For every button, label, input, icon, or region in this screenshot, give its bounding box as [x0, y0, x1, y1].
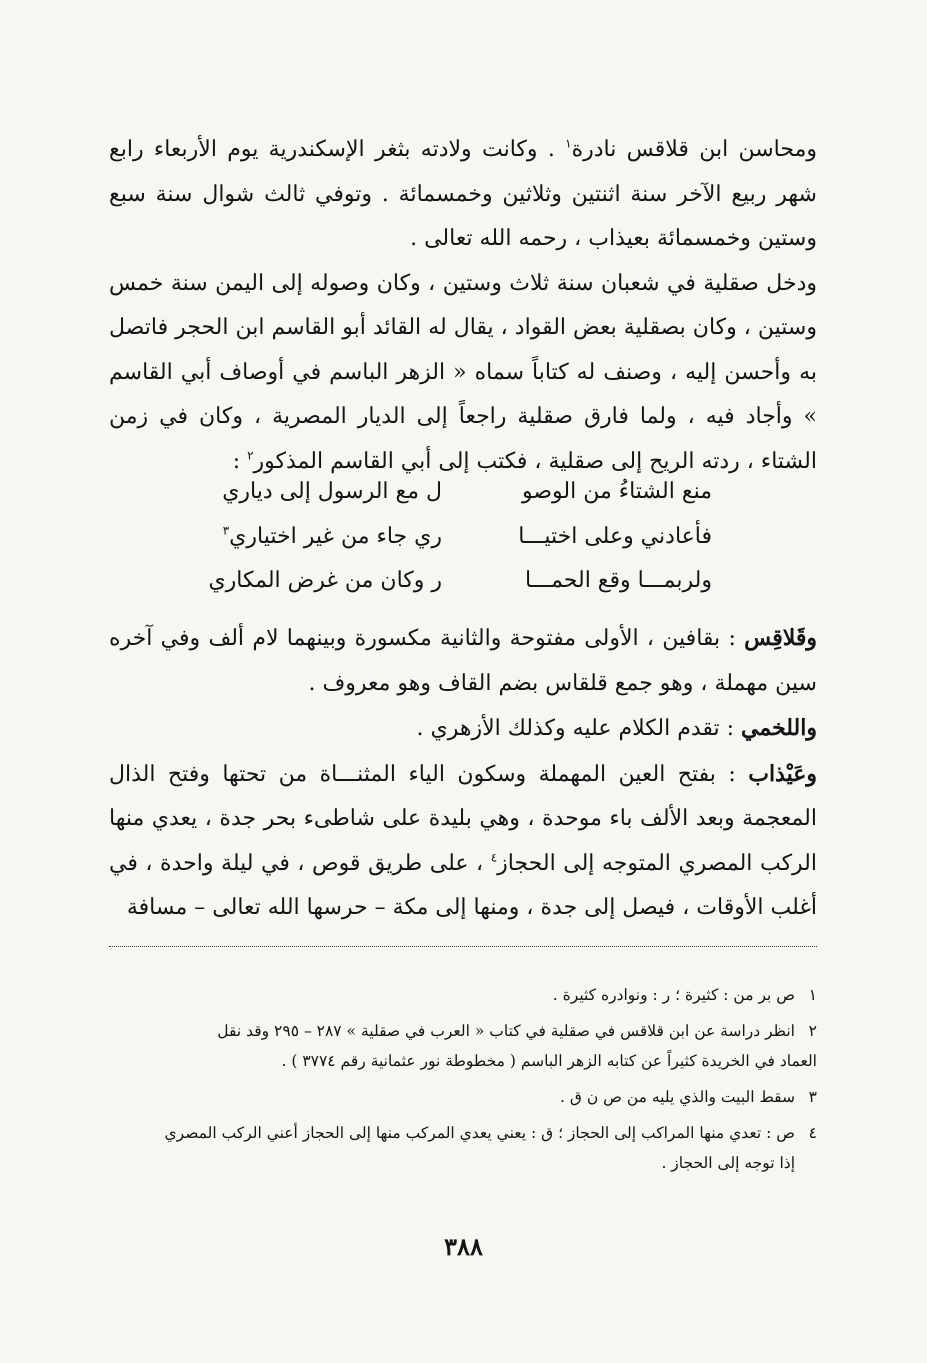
- footnote-ref-4: ٤: [490, 850, 498, 865]
- footnote-number: ٢: [808, 1022, 817, 1040]
- footnote-divider: [109, 946, 817, 947]
- paragraph2-end: :: [232, 448, 248, 474]
- footnote-text: انظر دراسة عن ابن قلاقس في صقلية في كتاب « العرب في صقلية » ٢٨٧ – ٢٩٥ وقد نقل: [217, 1022, 795, 1040]
- term-lakhmi: واللخمي: [741, 715, 817, 741]
- paragraph-sicily: [109, 262, 817, 485]
- footnote-ref-2: ٢: [247, 448, 254, 463]
- paragraph-birth-death: [109, 128, 817, 262]
- footnote-2: [109, 1016, 817, 1076]
- footnote-number: ١: [808, 986, 817, 1004]
- paragraph5-text: : بفتح العين المهملة وسكون الياء المثنـــاة من تحتها وفتح الذال المعجمة وبعد الألف باء موحدة ، وهي بليدة على شاطىء بحر جدة ، يعدي منها الركب المصري المتوجه إلى الحجاز: [109, 761, 817, 876]
- page-number: ٣٨٨: [444, 1232, 483, 1261]
- poem-verse: [212, 470, 712, 515]
- footnote-4: [109, 1118, 817, 1178]
- paragraph3-text: : بقافين ، الأولى مفتوحة والثانية مكسورة وبينهما لام ألف وفي آخره سين مهملة ، وهو جمع قلقاس بضم القاف وهو معروف .: [109, 626, 817, 696]
- footnotes: [109, 980, 817, 1184]
- verse-second-hemistich: ر وكان من غرض المكاري: [208, 568, 442, 593]
- footnote-text: ص : تعدي منها المراكب إلى الحجاز ؛ ق : يعني يعدي المركب منها إلى الحجاز أعني الركب المصري: [164, 1124, 795, 1142]
- paragraph-aydhab: [109, 752, 817, 931]
- footnote-number: ٣: [808, 1088, 817, 1106]
- verse-second-text: ري جاء من غير اختياري: [229, 523, 442, 549]
- paragraph2-text: ودخل صقلية في شعبان سنة ثلاث وستين ، وكان وصوله إلى اليمن سنة خمس وستين ، وكان بصقلية بعض القواد ، يقال له القائد أبو القاسم ابن الحجر فاتصل به وأحسن إليه ، وصنف له كتاباً سماه « الزهر الباسم في أوصاف أبي القاسم » وأجاد فيه ، ولما فارق صقلية راجعاً إلى الديار المصرية ، وكان في زمن الشتاء ، ردته الريح إلى صقلية ، فكتب إلى أبي القاسم المذكور: [109, 270, 817, 474]
- paragraph5-rest: ، على طريق قوص ، في ليلة واحدة ، في أغلب الأوقات ، فيصل إلى جدة ، ومنها إلى مكة – حرسها الله تعالى – مسافة: [109, 850, 817, 920]
- verse-second-hemistich: ل مع الرسول إلى دياري: [222, 479, 442, 504]
- footnote-text-continued: العماد في الخريدة كثيراً عن كتابه الزهر الباسم ( مخطوطة نور عثمانية رقم ٣٧٧٤ ) .: [281, 1052, 817, 1070]
- paragraph-qalaqis: [109, 616, 817, 706]
- poem-verse: [208, 559, 712, 604]
- verse-first-hemistich: فأعادني وعلى اختيـــا: [518, 523, 712, 549]
- footnote-text: سقط البيت والذي يليه من ص ن ق .: [560, 1088, 795, 1106]
- footnote-text: ص بر من : كثيرة ؛ ر : ونوادره كثيرة .: [552, 986, 795, 1004]
- verse-first-hemistich: ولربمـــا وقع الحمـــا: [525, 568, 712, 593]
- paragraph1-text: ومحاسن ابن قلاقس نادرة: [571, 137, 817, 162]
- footnote-text-continued: إذا توجه إلى الحجاز .: [661, 1154, 795, 1172]
- paragraph-lakhmi: [109, 706, 817, 752]
- footnote-number: ٤: [808, 1124, 817, 1142]
- footnote-ref-1: ١: [565, 136, 572, 151]
- poem-block: [208, 470, 712, 604]
- verse-second-hemistich: [212, 515, 442, 560]
- term-aydhab: وعَيْذاب: [748, 760, 817, 787]
- main-text-lower: [109, 616, 817, 931]
- footnote-ref-3: ٣: [222, 523, 230, 538]
- paragraph1-rest: . وكانت ولادته بثغر الإسكندرية يوم الأربعاء رابع شهر ربيع الآخر سنة اثنتين وثلاثين وخمسمائة . وتوفي ثالث شوال سنة سبع وستين وخمسمائة بعيذاب ، رحمه الله تعالى .: [109, 137, 817, 251]
- paragraph4-text: : تقدم الكلام عليه وكذلك الأزهري .: [416, 716, 742, 741]
- poem-verse: [212, 515, 712, 560]
- verse-first-hemistich: منع الشتاءُ من الوصو: [522, 479, 712, 504]
- term-qalaqis: وقَلاقِس: [744, 625, 817, 651]
- footnote-1: [109, 980, 817, 1010]
- footnote-3: [109, 1082, 817, 1112]
- main-text-upper: [109, 128, 817, 484]
